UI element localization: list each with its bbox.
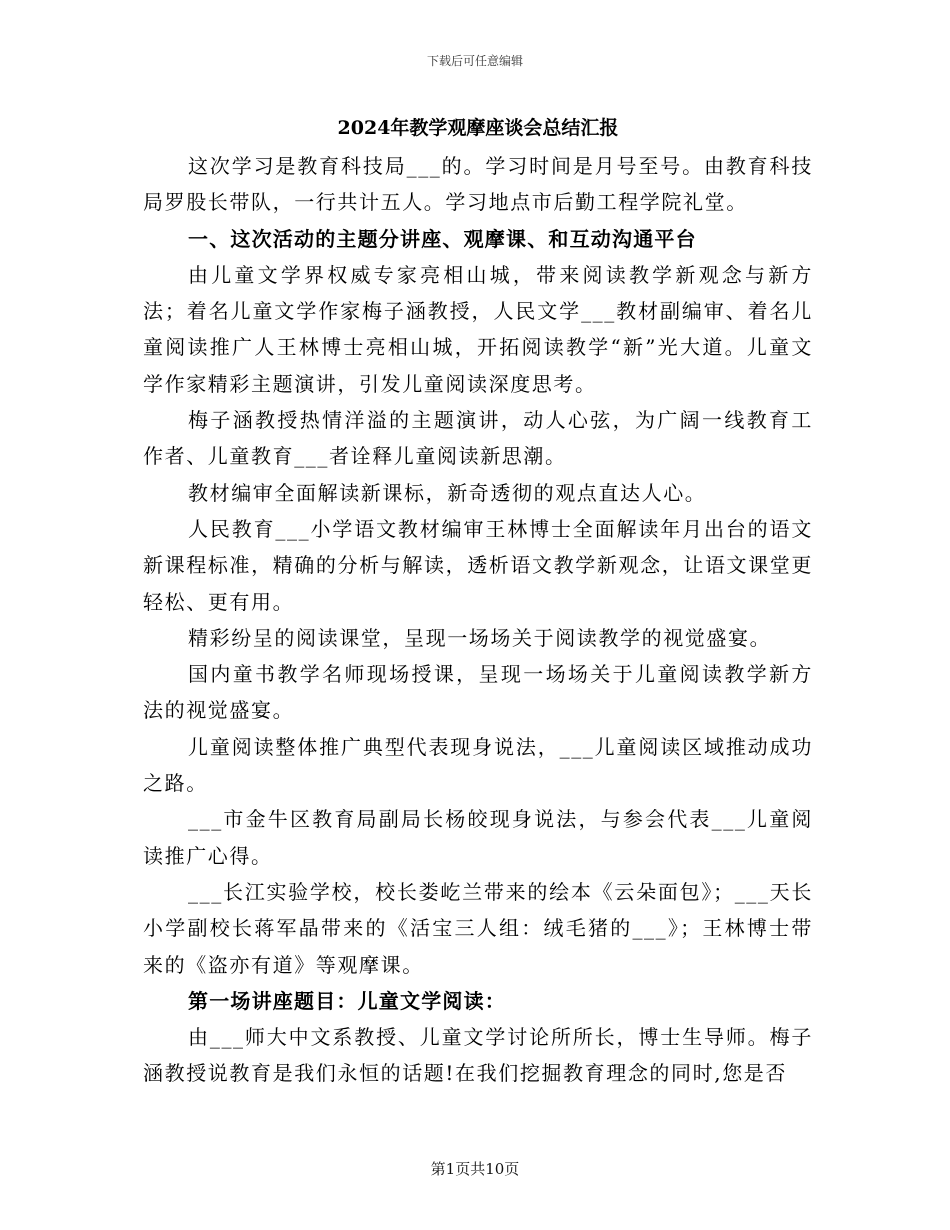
paragraph: 梅子涵教授热情洋溢的主题演讲，动人心弦，为广阔一线教育工作者、儿童教育___者诠释儿童阅读新思潮。: [143, 408, 813, 469]
paragraph: 儿童阅读整体推广典型代表现身说法，___儿童阅读区域推动成功之路。: [143, 734, 813, 796]
header-note: 下载后可任意编辑: [426, 54, 523, 68]
paragraph: 由___师大中文系教授、儿童文学讨论所所长，博士生导师。梅子涵教授说教育是我们永恒的话题!在我们挖掘教育理念的同时,您是否: [143, 1025, 813, 1086]
paragraph: 精彩纷呈的阅读课堂，呈现一场场关于阅读教学的视觉盛宴。: [188, 625, 772, 650]
section-heading-1: 一、这次活动的主题分讲座、观摩课、和互动沟通平台: [188, 226, 697, 251]
paragraph: 国内童书教学名师现场授课，呈现一场场关于儿童阅读教学新方法的视觉盛宴。: [143, 662, 813, 723]
paragraph: ___长江实验学校，校长娄屹兰带来的绘本《云朵面包》；___天长小学副校长蒋军晶带来的《活宝三人组：绒毛猪的___》；王林博士带来的《盗亦有道》等观摩课。: [143, 879, 813, 977]
document-body: [143, 108, 813, 1092]
paragraph: 教材编审全面解读新课标，新奇透彻的观点直达人心。: [188, 480, 707, 505]
paragraph-intro: 这次学习是教育科技局___的。学习时间是月号至号。由教育科技局罗股长带队，一行共计五人。学习地点市后勤工程学院礼堂。: [143, 154, 813, 215]
page-number: 第1页共10页: [430, 1160, 520, 1178]
paragraph: 由儿童文学界权威专家亮相山城，带来阅读教学新观念与新方法；着名儿童文学作家梅子涵教授，人民文学___教材副编审、着名儿童阅读推广人王林博士亮相山城，开拓阅读教学“新”光大道。儿童文学作家精彩主题演讲，引发儿童阅读深度思考。: [143, 262, 813, 396]
paragraph: ___市金牛区教育局副局长杨皎现身说法，与参会代表___儿童阅读推广心得。: [143, 807, 813, 868]
document-title: 2024年教学观摩座谈会总结汇报: [337, 117, 619, 139]
section-heading-2: 第一场讲座题目：儿童文学阅读：: [188, 988, 506, 1013]
paragraph: 人民教育___小学语文教材编审王林博士全面解读年月出台的语文新课程标准，精确的分析与解读，透析语文教学新观念，让语文课堂更轻松、更有用。: [143, 516, 813, 614]
